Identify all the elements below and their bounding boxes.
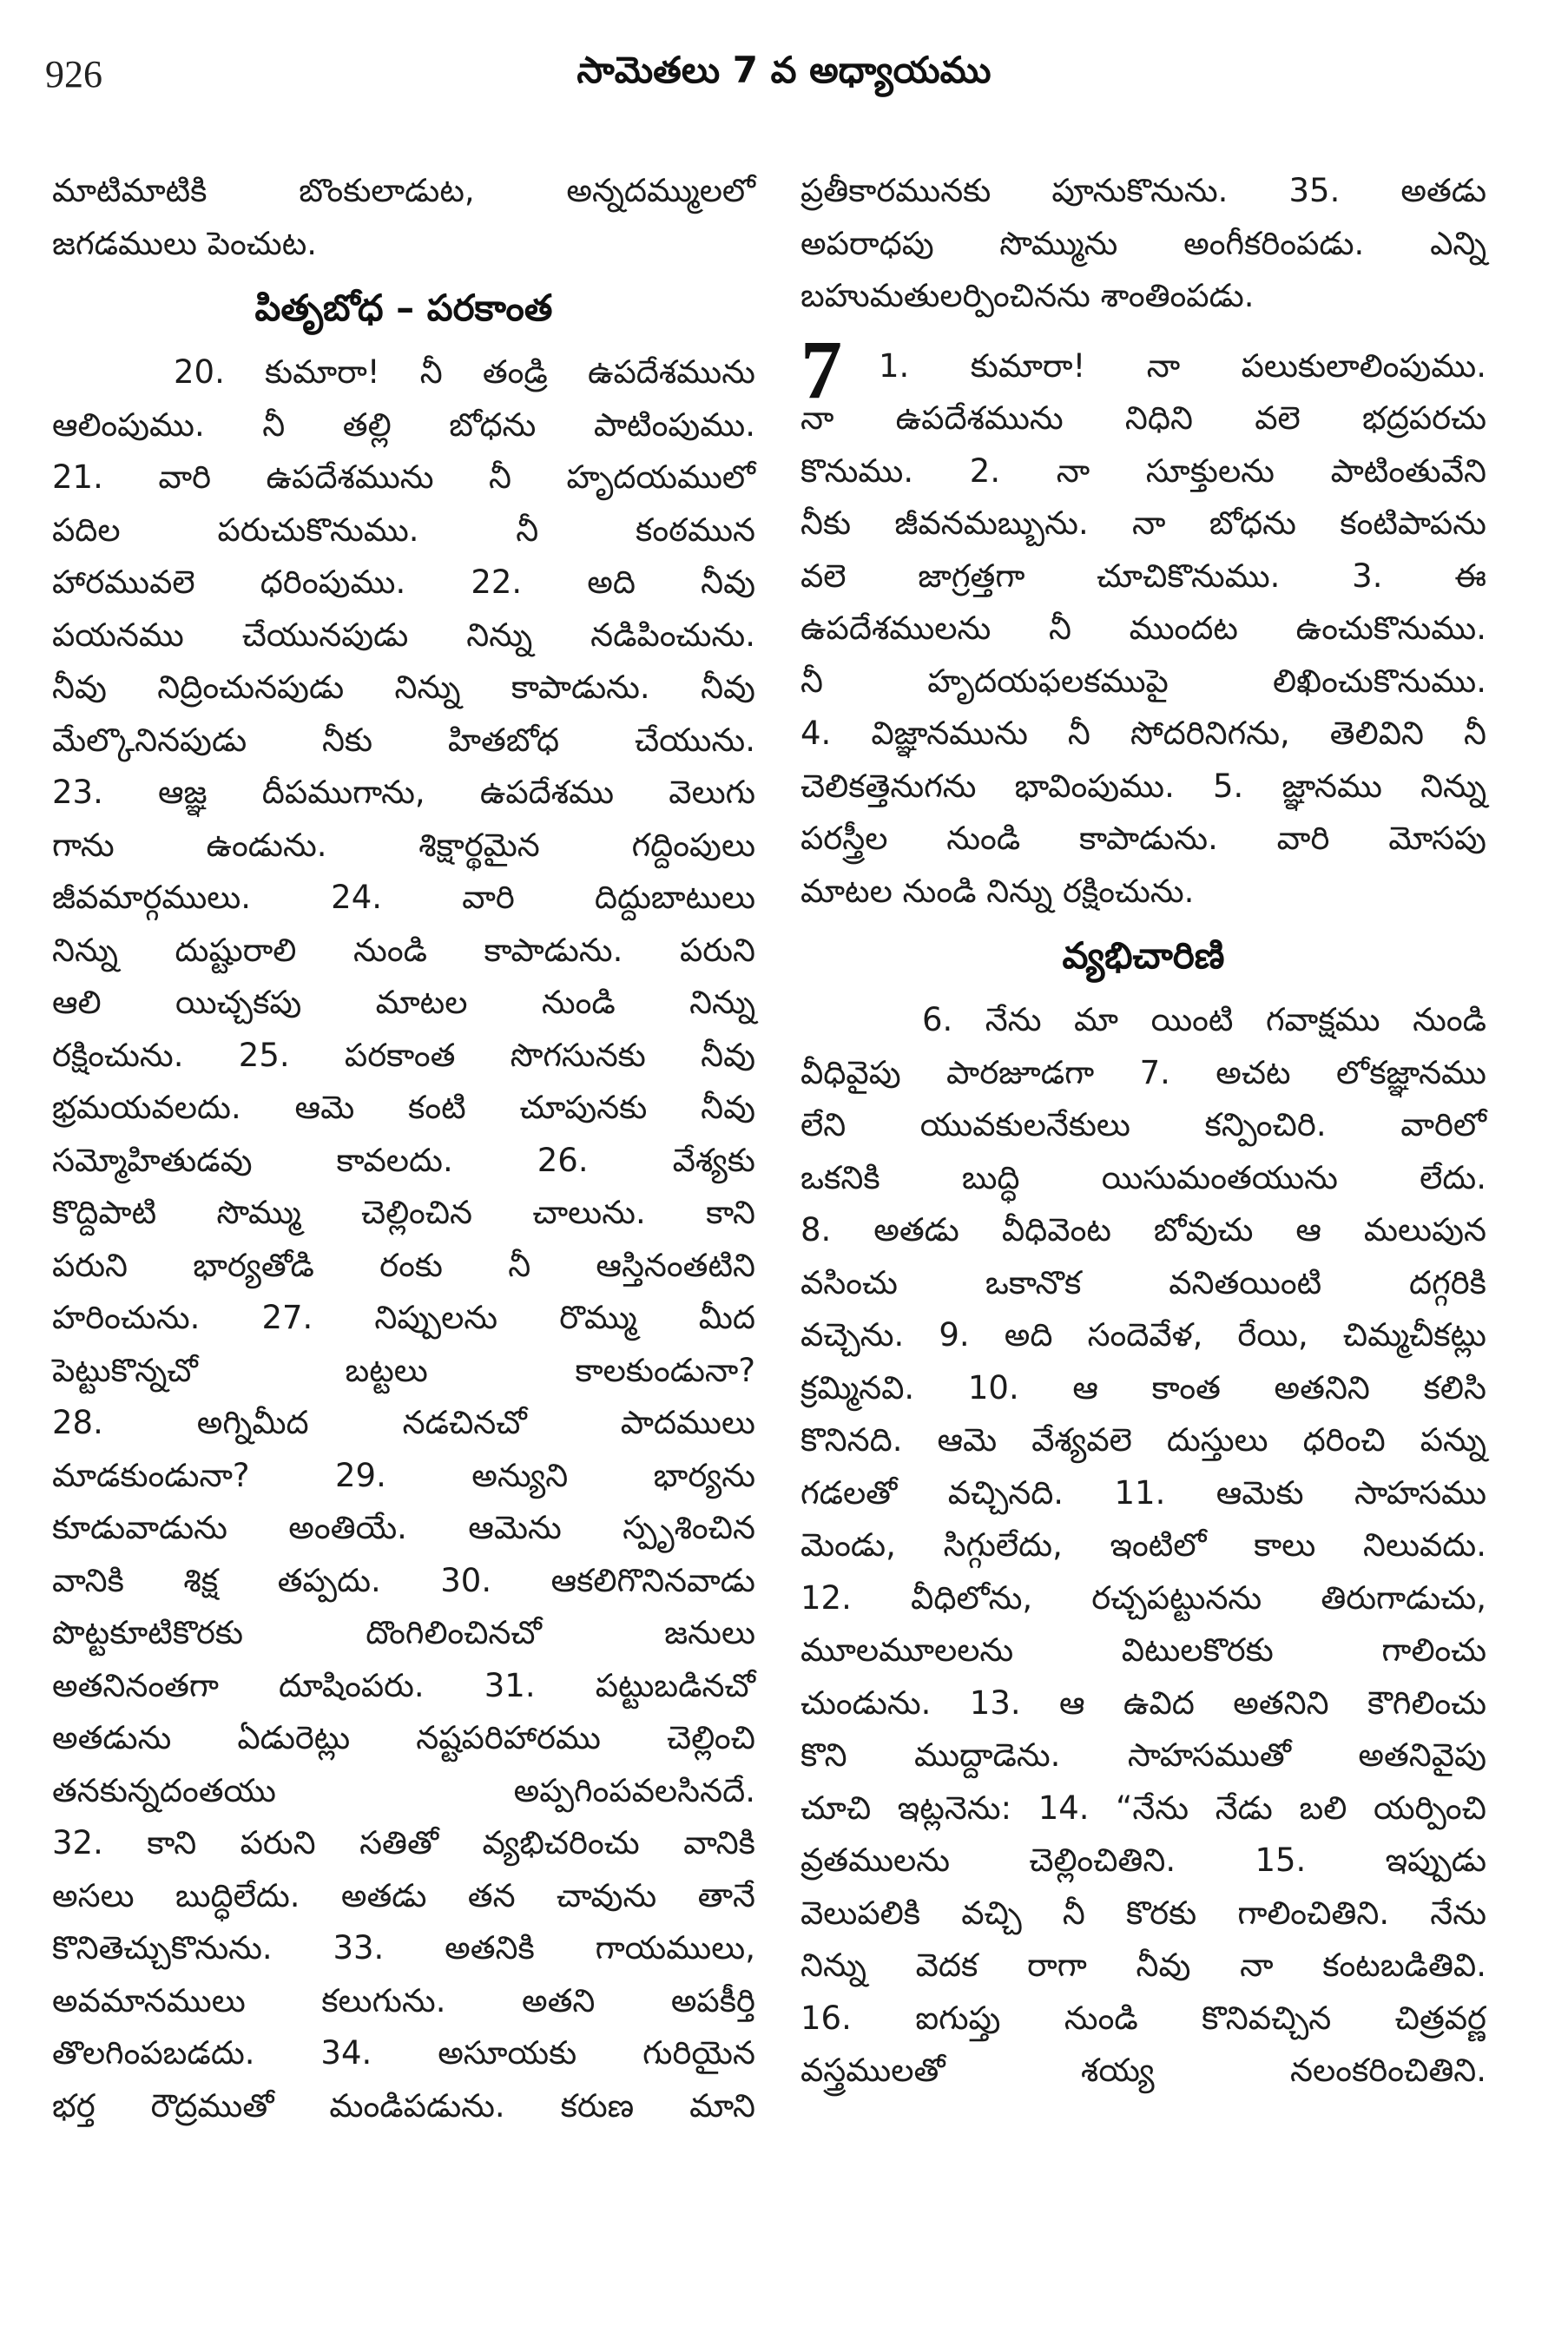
text-line: చూచి ఇట్లనెను: 14. “నేను నేడు బలి యర్పించి [800,1789,1486,1827]
text-line: మాడకుండునా? 29. అన్యుని భార్యను [52,1456,755,1494]
text-line: వెలుపలికి వచ్చి నీ కొరకు గాలించితిని. నేను [800,1894,1486,1932]
text-line: కొనితెచ్చుకొనును. 33. అతనికి గాయములు, [52,1929,755,1967]
section-heading-left: పితృబోధ – పరకాంత [254,287,553,329]
chapter-text [800,392,1486,918]
text-line: జీవమార్గములు. 24. వారి దిద్దుబాటులు [52,879,755,916]
text-line: కొని ముద్దాడెను. సాహసముతో అతనివైపు [800,1736,1486,1774]
text-line: అసలు బుద్ధిలేదు. అతడు తన చావును తానే [52,1876,755,1914]
text-line: పెట్టుకొన్నచో బట్టలు కాలకుండునా? [52,1351,755,1389]
text-line: అవమానములు కలుగును. అతని అపకీర్తి [52,1981,755,2019]
text-line: వసించు ఒకానొక వనితయింటి దగ్గరికి [800,1263,1486,1301]
chapter-number-drop-cap: 7 [800,322,842,416]
text-line: 32. కాని పరుని సతితో వ్యభిచరించు వానికి [52,1824,755,1861]
text-line: నా ఉపదేశమును నిధిని వలె భద్రపరచు [800,399,1486,437]
text-line: నీకు జీవనమబ్బును. నా బోధను కంటిపాపను [800,504,1486,542]
text-line: మెండు, సిగ్గులేదు, ఇంటిలో కాలు నిలువదు. [800,1526,1486,1564]
text-line: హారమువలె ధరింపుము. 22. అది నీవు [52,563,755,601]
text-line: ఉపదేశములను నీ ముందట ఉంచుకొనుము. [800,609,1486,647]
text-line: పరస్త్రీల నుండి కాపాడును. వారి మోసపు [800,820,1486,857]
text-line: లేని యువకులనేకులు కన్పించిరి. వారిలో [800,1106,1486,1143]
chapter-first-verse: 1. కుమారా! నా పలుకులాలింపుము. [879,346,1486,385]
right-intro-text [800,165,1486,323]
text-line: వలె జాగ్రత్తగా చూచికొనుము. 3. ఈ [800,557,1486,595]
text-line: రక్షించును. 25. పరకాంత సొగసునకు నీవు [52,1036,755,1074]
text-line: చుండును. 13. ఆ ఉవిద అతనిని కౌగిలించు [800,1683,1486,1722]
text-line: నిన్ను దుష్టురాలి నుండి కాపాడును. పరుని [52,931,755,969]
text-line: హరించును. 27. నిప్పులను రొమ్ము మీద [52,1299,755,1336]
right-body-text [800,994,1486,2098]
chapter-gap [800,323,1486,340]
text-line: మూలమూలలను విటులకొరకు గాలించు [800,1631,1486,1669]
text-line: 23. ఆజ్ఞ దీపముగాను, ఉపదేశము వెలుగు [52,774,755,811]
text-line: 12. వీధిలోను, రచ్చపట్టునను తిరుగాడుచు, [800,1578,1486,1617]
text-line: అతడును ఏడురెట్లు నష్టపరిహారము చెల్లించి [52,1719,755,1756]
text-line: బహుమతులర్పించినను శాంతింపడు. [800,277,1255,314]
page-number: 926 [45,53,102,96]
text-line: గాను ఉండును. శిక్షార్థమైన గద్దింపులు [52,826,755,864]
text-line: నీ హృదయఫలకముపై లిఖించుకొనుము. [800,662,1486,700]
text-line: ఆలింపుము. నీ తల్లి బోధను పాటింపుము. [52,405,755,444]
running-title: సామెతలు 7 వ అధ్యాయము [576,49,992,91]
text-line: క్రమ్మినవి. 10. ఆ కాంత అతనిని కలిసి [800,1368,1486,1407]
left-body-text [52,346,755,2132]
text-line: నీవు నిద్రించునపుడు నిన్ను కాపాడును. నీవు [52,669,755,706]
text-line: వచ్చెను. 9. అది సందెవేళ, రేయి, చిమ్మచీకట్లు [800,1316,1486,1354]
text-line: ఒకనికి బుద్ధి యిసుమంతయును లేదు. [800,1158,1486,1196]
chapter-start-line [800,322,1486,416]
text-line: వీధివైపు పారజూడగా 7. అచట లోకజ్ఞానము [800,1053,1486,1091]
text-line: వ్రతములను చెల్లించితిని. 15. ఇప్పుడు [800,1841,1486,1879]
text-line: వానికి శిక్ష తప్పదు. 30. ఆకలిగొనినవాడు [52,1561,755,1599]
text-line: పదిల పరుచుకొనుము. నీ కంఠమున [52,511,755,549]
text-line: ఆలి యిచ్చకపు మాటల నుండి నిన్ను [52,984,755,1021]
text-line: మేల్కొనినపుడు నీకు హితబోధ చేయును. [52,721,755,759]
text-line: పరుని భార్యతోడి రంకు నీ ఆస్తినంతటిని [52,1246,755,1284]
text-line: జగడములు పెంచుట. [52,224,318,262]
text-line: 6. నేను మా యింటి గవాక్షము నుండి [922,1001,1486,1038]
text-line: భ్రమయవలదు. ఆమె కంటి చూపునకు నీవు [52,1089,755,1126]
text-line: 21. వారి ఉపదేశమును నీ హృదయములో [52,458,755,496]
text-line: కూడువాడును అంతియే. ఆమెను స్పృశించిన [52,1509,755,1546]
text-line: సమ్మోహితుడవు కావలదు. 26. వేశ్యకు [52,1141,755,1179]
text-line: మాటిమాటికి బొంకులాడుట, అన్నదమ్ములలో [52,172,755,209]
text-line: పొట్టకూటికొరకు దొంగిలించినచో జనులు [52,1614,755,1651]
text-line: మాటల నుండి నిన్ను రక్షించును. [800,872,1195,910]
left-column [52,165,755,2132]
text-line: తనకున్నదంతయు అప్పగింపవలసినదే. [52,1771,755,1809]
text-line: చెలికత్తెనుగను భావింపుము. 5. జ్ఞానము నిన్ను [800,767,1486,805]
text-line: అపరాధపు సొమ్మును అంగీకరింపడు. ఎన్ని [800,224,1486,262]
text-line: ప్రతీకారమునకు పూనుకొనును. 35. అతడు [800,172,1486,209]
text-line: కొద్దిపాటి సొమ్ము చెల్లించిన చాలును. కాని [52,1194,755,1231]
text-line: గడలతో వచ్చినది. 11. ఆమెకు సాహసము [800,1473,1486,1512]
text-line: 20. కుమారా! నీ తండ్రి ఉపదేశమును [174,353,755,391]
section-heading-right: వ్యభిచారిణి [1062,934,1225,977]
left-intro-text [52,165,755,270]
text-line: కొనుము. 2. నా సూక్తులను పాటింతువేని [800,451,1486,490]
text-line: 16. ఐగుప్తు నుండి కొనివచ్చిన చిత్రవర్ణ [800,1999,1486,2037]
text-line: అతనినంతగా దూషింపరు. 31. పట్టుబడినచో [52,1666,755,1704]
right-column [800,165,1486,2098]
text-line: తొలగింపబడదు. 34. అసూయకు గురియైన [52,2034,755,2072]
text-line: వస్త్రములతో శయ్య నలంకరించితిని. [800,2052,1486,2089]
text-line: 28. అగ్నిమీద నడచినచో పాదములు [52,1404,755,1441]
text-line: 4. విజ్ఞానమును నీ సోదరినిగను, తెలివిని నీ [800,715,1486,752]
text-line: నిన్ను వెదక రాగా నీవు నా కంటబడితివి. [800,1947,1486,1984]
text-line: 8. అతడు వీధివెంట బోవుచు ఆ మలుపున [800,1211,1486,1248]
text-line: కొనినది. ఆమె వేశ్యవలె దుస్తులు ధరించి పన్ను [800,1421,1486,1459]
text-line: భర్త రౌద్రముతో మండిపడును. కరుణ మాని [52,2086,755,2125]
text-line: పయనము చేయునపుడు నిన్ను నడిపించును. [52,616,755,654]
